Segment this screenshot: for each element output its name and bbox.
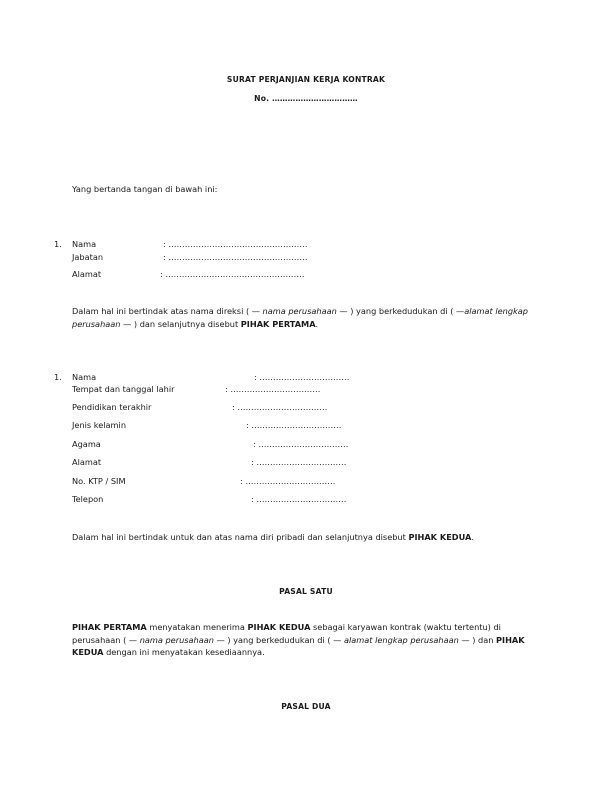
party2-number: 1.	[54, 372, 62, 382]
party2-ktp-label: No. KTP / SIM	[72, 476, 126, 486]
party1-statement: Dalam hal ini bertindak atas nama direksi ( — nama perusahaan — ) yang berkedudukan di ( —alamat lengkap perusahaan — ) dan selanjutnya disebut PIHAK PERTAMA.	[72, 306, 528, 329]
party2-ttl-label: Tempat dan tanggal lahir	[72, 384, 175, 394]
party2-agama-label: Agama	[72, 439, 101, 449]
party2-statement: Dalam hal ini bertindak untuk dan atas nama diri pribadi dan selanjutnya disebut PIHAK KEDUA.	[72, 532, 474, 542]
document-number: No. ……………………………	[254, 94, 358, 103]
document-title: SURAT PERJANJIAN KERJA KONTRAK	[226, 75, 386, 84]
pasal1-heading: PASAL SATU	[279, 587, 333, 596]
party1-number: 1.	[54, 239, 62, 249]
intro-text: Yang bertanda tangan di bawah ini:	[72, 184, 218, 194]
party2-telepon-label: Telepon	[72, 494, 104, 504]
party2-alamat-label: Alamat	[72, 457, 102, 467]
party2-kelamin-value: : ……………………………	[246, 420, 342, 430]
party2-kelamin-label: Jenis kelamin	[72, 420, 127, 430]
party2-pendidikan-value: : ……………………………	[232, 402, 328, 412]
party2-nama-value: : ……………………………	[254, 372, 350, 382]
pasal2-heading: PASAL DUA	[281, 702, 331, 711]
pasal1-paragraph: PIHAK PERTAMA menyatakan menerima PIHAK KEDUA sebagai karyawan kontrak (waktu tertentu) di perusahaan ( — nama perusahaan — ) yang berkedudukan di ( — alamat lengkap perusahaan — ) dan PIHAK KEDUA dengan ini menyatakan kesediaannya.	[72, 622, 525, 658]
party1-alamat-label: Alamat	[72, 269, 102, 279]
party2-ttl-value: : ……………………………	[225, 384, 321, 394]
party1-jabatan-label: Jabatan	[72, 252, 104, 262]
party1-jabatan-value: : ……………………………………………	[163, 252, 308, 262]
party2-agama-value: : ……………………………	[253, 439, 349, 449]
party2-telepon-value: : ……………………………	[251, 494, 347, 504]
party2-pendidikan-label: Pendidikan terakhir	[72, 402, 152, 412]
party1-name-label: Nama	[72, 239, 97, 249]
party2-nama-label: Nama	[72, 372, 97, 382]
party2-alamat-value: : ……………………………	[251, 457, 347, 467]
party1-name-value: : ……………………………………………	[163, 239, 308, 249]
party2-ktp-value: : ……………………………	[240, 476, 336, 486]
party1-alamat-value: : ……………………………………………	[160, 269, 305, 279]
